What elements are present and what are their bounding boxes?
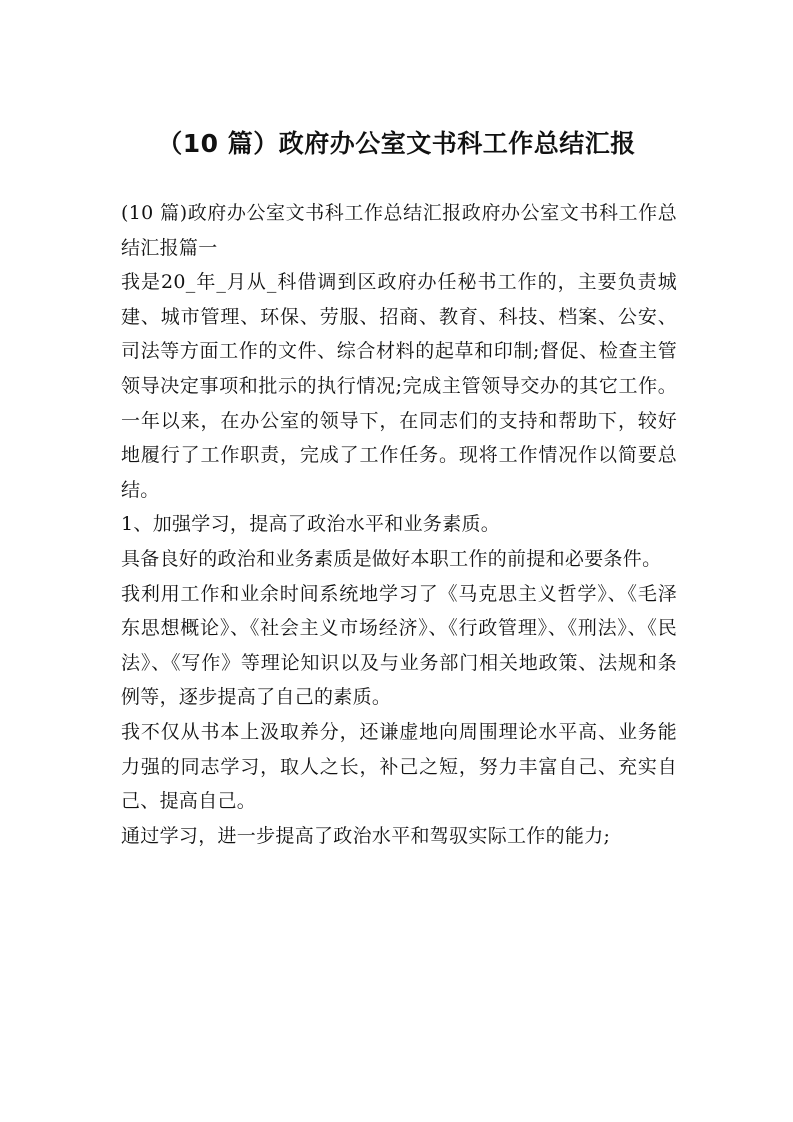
paragraph-section-1-heading: 1、加强学习，提高了政治水平和业务素质。: [121, 513, 501, 536]
paragraph-premise: 具备良好的政治和业务素质是做好本职工作的前提和必要条件。: [121, 547, 662, 570]
paragraph-learn-from-colleagues: 我不仅从书本上汲取养分，还谦虚地向周围理论水平高、业务能力强的同志学习，取人之长，补己之短，努力丰富自己、充实自己、提高自己。: [121, 720, 677, 813]
paragraph-intro: 我是20_年_月从_科借调到区政府办任秘书工作的，主要负责城建、城市管理、环保、劳服、招商、教育、科技、档案、公安、司法等方面工作的文件、综合材料的起草和印制;督促、检查主管领导决定事项和批示的执行情况;完成主管领导交办的其它工作。一年以来，在办公室的领导下，在同志们的支持和帮助下，较好地履行了工作职责，完成了工作任务。现将工作情况作以简要总结。: [121, 271, 677, 501]
paragraph-heading-line: (10 篇)政府办公室文书科工作总结汇报政府办公室文书科工作总结汇报篇一: [121, 202, 677, 259]
document-body: [121, 196, 677, 853]
document-title: （10 篇）政府办公室文书科工作总结汇报: [157, 129, 636, 158]
paragraph-study-list: 我利用工作和业余时间系统地学习了《马克思主义哲学》、《毛泽东思想概论》、《社会主义市场经济》、《行政管理》、《刑法》、《民法》、《写作》等理论知识以及与业务部门相关地政策、法规和条例等，逐步提高了自己的素质。: [121, 582, 677, 709]
paragraph-result: 通过学习，进一步提高了政治水平和驾驭实际工作的能力;: [121, 824, 611, 847]
